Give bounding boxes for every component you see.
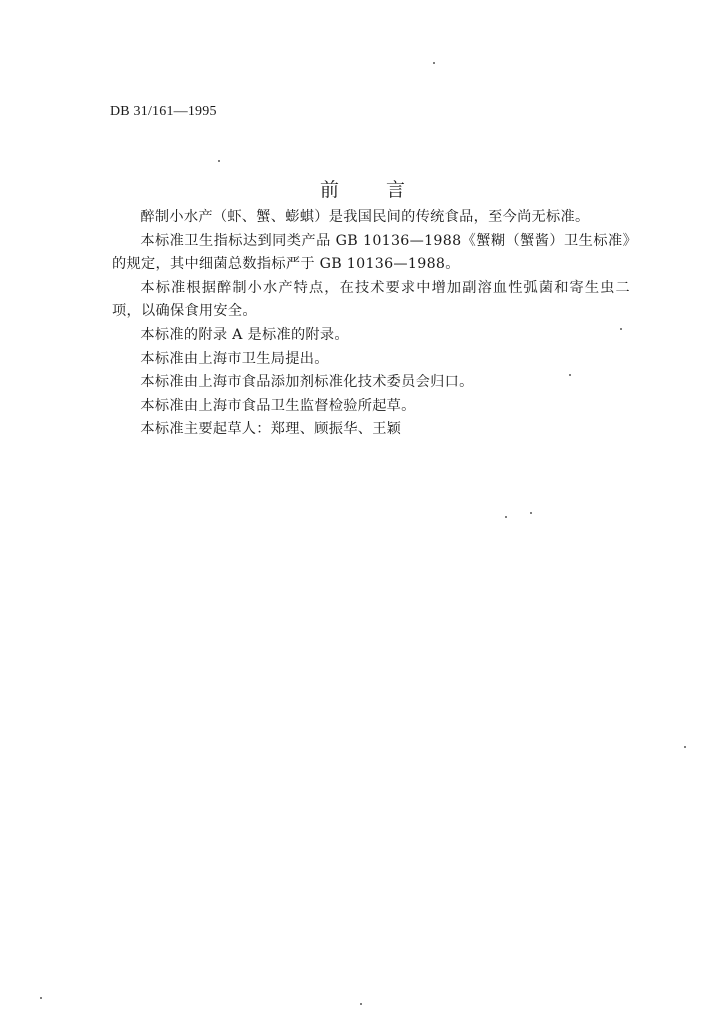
paragraph-technical-requirements: 本标准根据醉制小水产特点，在技术要求中增加副溶血性弧菌和寄生虫二项，以确保食用安全。 — [112, 279, 630, 320]
paragraph-drafters: 本标准主要起草人：郑理、顾振华、王颖 — [140, 421, 402, 438]
paragraph-centralized-by: 本标准由上海市食品添加剂标准化技术委员会归口。 — [140, 374, 474, 391]
paragraph-drafted-by: 本标准由上海市食品卫生监督检验所起草。 — [140, 397, 416, 414]
scan-speck — [360, 1003, 362, 1005]
scan-speck — [218, 160, 220, 162]
scan-speck — [505, 516, 507, 518]
paragraph-hygiene-index: 本标准卫生指标达到同类产品 GB 10136—1988《蟹糊（蟹酱）卫生标准》的规定，其中细菌总数指标严于 GB 10136—1988。 — [112, 232, 630, 273]
scan-speck — [433, 62, 435, 64]
scan-speck — [620, 328, 622, 330]
paragraph-proposed-by: 本标准由上海市卫生局提出。 — [140, 350, 329, 367]
paragraph-appendix: 本标准的附录 A 是标准的附录。 — [140, 326, 349, 343]
scan-speck — [40, 997, 42, 999]
scan-speck — [569, 374, 571, 376]
document-code: DB 31/161—1995 — [110, 104, 217, 119]
scan-speck — [530, 512, 532, 514]
foreword-body — [112, 206, 630, 442]
page-title: 前 言 — [319, 179, 419, 201]
scan-speck — [684, 746, 686, 748]
paragraph-intro: 醉制小水产（虾、蟹、蟛蜞）是我国民间的传统食品，至今尚无标准。 — [140, 209, 590, 225]
